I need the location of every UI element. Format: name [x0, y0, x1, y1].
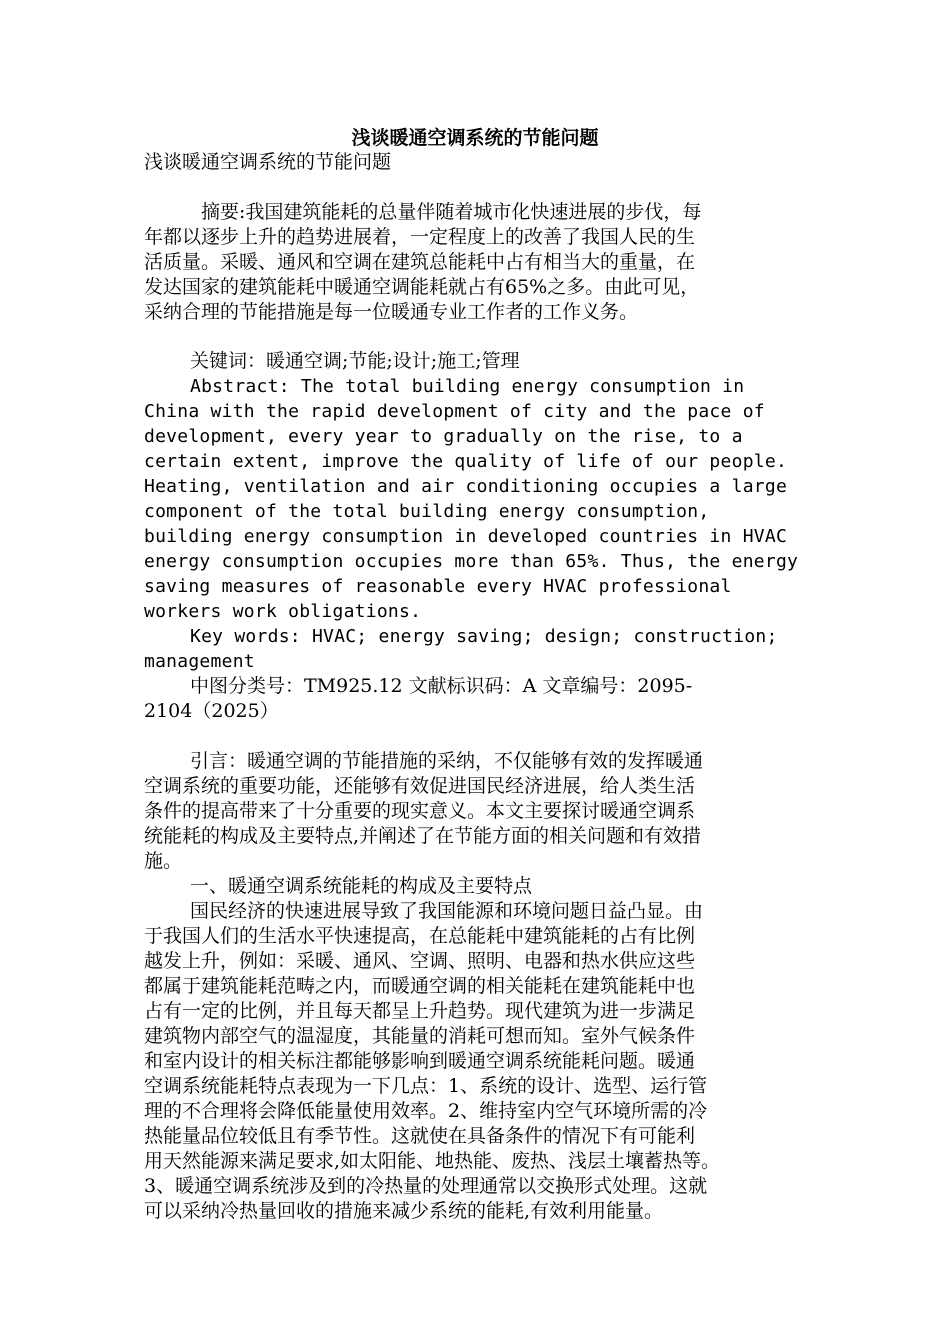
- abstract-en-line: saving measures of reasonable every HVAC professional: [144, 576, 732, 597]
- section-heading: 一、暖通空调系统能耗的构成及主要特点: [190, 875, 533, 897]
- abstract-cn-line: 摘要:我国建筑能耗的总量伴随着城市化快速进展的步伐，每: [201, 201, 702, 223]
- section-body-line: 可以采纳冷热量回收的措施来减少系统的能耗,有效利用能量。: [144, 1200, 664, 1222]
- intro-line: 施。: [144, 850, 183, 872]
- intro-line: 引言：暖通空调的节能措施的采纳，不仅能够有效的发挥暖通: [190, 750, 704, 772]
- section-body-line: 于我国人们的生活水平快速提高，在总能耗中建筑能耗的占有比例: [144, 925, 696, 947]
- abstract-cn-line: 活质量。采暖、通风和空调在建筑总能耗中占有相当大的重量，在: [144, 251, 696, 273]
- intro-line: 统能耗的构成及主要特点,并阐述了在节能方面的相关问题和有效措: [144, 825, 702, 847]
- abstract-en-line: development, every year to gradually on the rise, to a: [144, 426, 743, 447]
- section-body-line: 占有一定的比例，并且每天都呈上升趋势。现代建筑为进一步满足: [144, 1000, 696, 1022]
- abstract-cn-line: 发达国家的建筑能耗中暖通空调能耗就占有65%之多。由此可见，: [144, 276, 700, 298]
- document-subtitle: 浅谈暖通空调系统的节能问题: [144, 151, 392, 173]
- abstract-cn-line: 年都以逐步上升的趋势进展着，一定程度上的改善了我国人民的生: [144, 226, 696, 248]
- document-title: 浅谈暖通空调系统的节能问题: [351, 127, 599, 149]
- abstract-en-line: workers work obligations.: [144, 601, 422, 622]
- keywords-en-line: management: [144, 651, 255, 672]
- classification-line: 2104（2025）: [144, 700, 279, 722]
- section-body-line: 国民经济的快速进展导致了我国能源和环境问题日益凸显。由: [190, 900, 704, 922]
- section-body-line: 热能量品位较低且有季节性。这就使在具备条件的情况下有可能利: [144, 1125, 696, 1147]
- section-body-line: 越发上升，例如：采暖、通风、空调、照明、电器和热水供应这些: [144, 950, 696, 972]
- intro-line: 条件的提高带来了十分重要的现实意义。本文主要探讨暖通空调系: [144, 800, 696, 822]
- classification-line: 中图分类号：TM925.12 文献标识码：A 文章编号：2095-: [190, 675, 693, 697]
- section-body-line: 理的不合理将会降低能量使用效率。2、维持室内空气环境所需的冷: [144, 1100, 708, 1122]
- section-body-line: 用天然能源来满足要求,如太阳能、地热能、废热、浅层土壤蓄热等。: [144, 1150, 721, 1172]
- abstract-en-line: certain extent, improve the quality of life of our people.: [144, 451, 788, 472]
- abstract-cn-line: 采纳合理的节能措施是每一位暖通专业工作者的工作义务。: [144, 301, 639, 323]
- section-body-line: 3、暖通空调系统涉及到的冷热量的处理通常以交换形式处理。这就: [144, 1175, 708, 1197]
- section-body-line: 空调系统能耗特点表现为一下几点：1、系统的设计、选型、运行管: [144, 1075, 708, 1097]
- abstract-en-line: energy consumption occupies more than 65%. Thus, the energy: [144, 551, 799, 572]
- intro-line: 空调系统的重要功能，还能够有效促进国民经济进展，给人类生活: [144, 775, 696, 797]
- keywords-cn: 关键词：暖通空调;节能;设计;施工;管理: [190, 350, 520, 372]
- abstract-en-line: Heating, ventilation and air conditioning occupies a large: [144, 476, 788, 497]
- abstract-en-line: China with the rapid development of city and the pace of: [144, 401, 765, 422]
- abstract-en-line: building energy consumption in developed countries in HVAC: [144, 526, 788, 547]
- abstract-en-line: Abstract: The total building energy consumption in: [190, 376, 745, 397]
- section-body-line: 建筑物内部空气的温湿度，其能量的消耗可想而知。室外气候条件: [144, 1025, 696, 1047]
- section-body-line: 和室内设计的相关标注都能够影响到暖通空调系统能耗问题。暖通: [144, 1050, 696, 1072]
- abstract-en-line: component of the total building energy consumption,: [144, 501, 710, 522]
- section-body-line: 都属于建筑能耗范畴之内，而暖通空调的相关能耗在建筑能耗中也: [144, 975, 696, 997]
- keywords-en-line: Key words: HVAC; energy saving; design; construction;: [190, 626, 778, 647]
